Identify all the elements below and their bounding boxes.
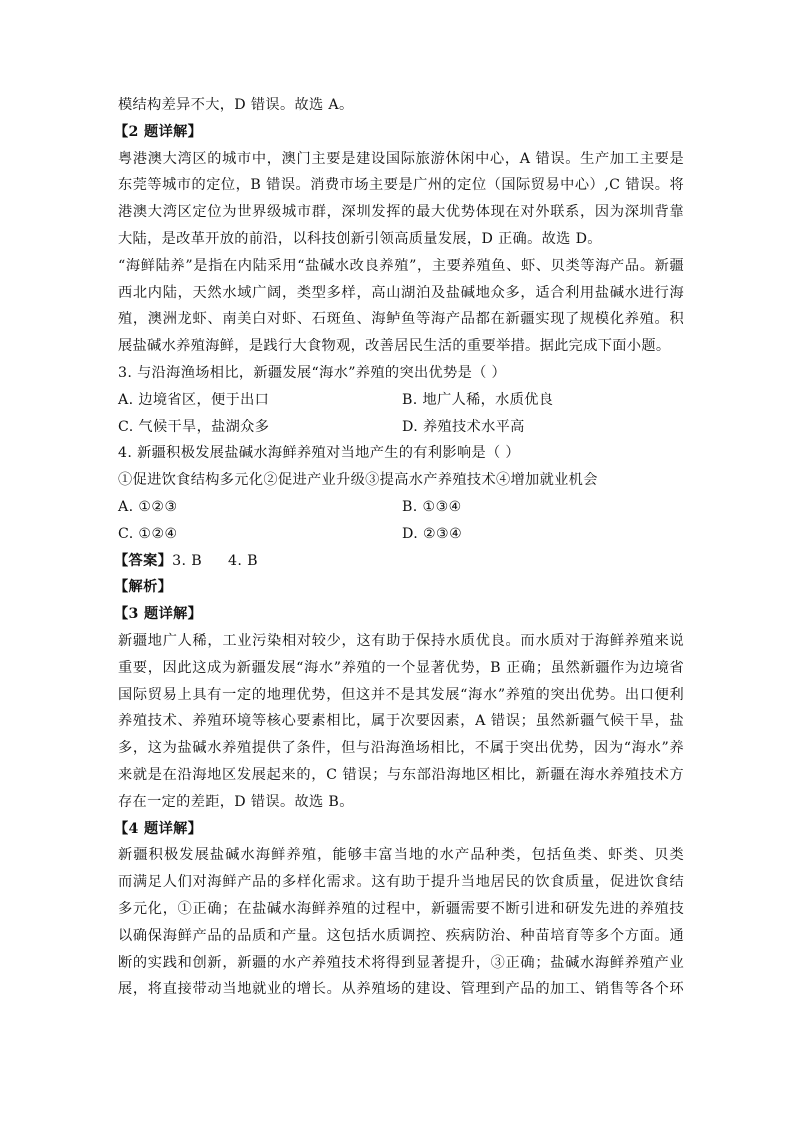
q3-detail-line: 存在一定的差距，D 错误。故选 B。: [118, 793, 354, 810]
q4-detail-line: 多元化，①正确；在盐碱水海鲜养殖的过程中，新疆需要不断引进和研发先进的养殖技: [118, 900, 684, 917]
q3-detail-line: 重要，因此这成为新疆发展“海水”养殖的一个显著优势，B 正确；虽然新疆作为边境省: [118, 659, 684, 676]
q4-detail-line: 展，将直接带动当地就业的增长。从养殖场的建设、管理到产品的加工、销售等各个环: [118, 981, 684, 998]
answer-label: 【答案】: [114, 552, 173, 569]
q2-detail-line: 粤港澳大湾区的城市中，澳门主要是建设国际旅游休闲中心，A 错误。生产加工主要是: [118, 150, 684, 167]
q4-option-b: B. ①③④: [402, 498, 462, 515]
q3-stem: 3. 与沿海渔场相比，新疆发展“海水”养殖的突出优势是（ ）: [118, 364, 507, 381]
q4-option-c: C. ①②④: [118, 525, 178, 542]
material-line: 西北内陆，天然水域广阔，类型多样，高山湖泊及盐碱地众多，适合利用盐碱水进行海: [118, 284, 684, 301]
q4-option-d: D. ②③④: [402, 525, 463, 542]
q4-detail-line: 新疆积极发展盐碱水海鲜养殖，能够丰富当地的水产品种类，包括鱼类、虾类、贝类: [118, 847, 684, 864]
q2-detail-heading: 【2 题详解】: [114, 123, 203, 140]
q4-stem: 4. 新疆积极发展盐碱水海鲜养殖对当地产生的有利影响是（ ）: [118, 445, 520, 462]
q4-detail-heading: 【4 题详解】: [114, 820, 203, 837]
q4-detail-line: 以确保海鲜产品的品质和产量。这包括水质调控、疾病防治、种苗培育等多个方面。通: [118, 927, 684, 944]
q4-options-row: [118, 494, 684, 521]
q3-option-c: C. 气候干旱，盐湖众多: [118, 418, 270, 435]
material-line: 展盐碱水养殖海鲜，是践行大食物观，改善居民生活的重要举措。据此完成下面小题。: [118, 338, 671, 355]
q3-detail-line: 来就是在沿海地区发展起来的，C 错误；与东部沿海地区相比，新疆在海水养殖技术方: [118, 766, 684, 783]
q4-detail-line: 而满足人们对海鲜产品的多样化需求。这有助于提升当地居民的饮食质量，促进饮食结: [118, 874, 684, 891]
material-line: “海鲜陆养”是指在内陆采用“盐碱水改良养殖”，主要养殖鱼、虾、贝类等海产品。新疆: [118, 257, 684, 274]
q3-detail-heading: 【3 题详解】: [114, 606, 203, 623]
q2-detail-line: 大陆，是改革开放的前沿，以科技创新引领高质量发展，D 正确。故选 D。: [118, 230, 602, 247]
answer-q3: 3. B: [172, 552, 203, 569]
q2-detail-line: 港澳大湾区定位为世界级城市群，深圳发挥的最大优势体现在对外联系，因为深圳背靠: [118, 204, 684, 221]
q3-detail-line: 新疆地广人稀，工业污染相对较少，这有助于保持水质优良。而水质对于海鲜养殖来说: [118, 632, 684, 649]
q4-options-row: [118, 521, 684, 548]
q4-statements: ①促进饮食结构多元化②促进产业升级③提高水产养殖技术④增加就业机会: [118, 472, 598, 489]
q4-detail-line: 断的实践和创新，新疆的水产养殖技术将得到显著提升，③正确；盐碱水海鲜养殖产业: [118, 954, 684, 971]
q3-detail-line: 养殖技术、养殖环境等核心要素相比，属于次要因素，A 错误；虽然新疆气候干旱，盐: [118, 713, 684, 730]
q4-option-a: A. ①②③: [118, 498, 178, 515]
answer-line: [114, 548, 684, 575]
q3-detail-line: 多，这为盐碱水养殖提供了条件，但与沿海渔场相比，不属于突出优势，因为“海水”养: [118, 740, 684, 757]
document-page: [114, 92, 684, 1003]
q3-option-a: A. 边境省区，便于出口: [118, 391, 270, 408]
q3-options-row: [118, 387, 684, 414]
intro-tail-text: 模结构差异不大，D 错误。故选 A。: [118, 97, 354, 113]
q3-options-row: [118, 414, 684, 441]
q3-option-b: B. 地广人稀，水质优良: [402, 391, 554, 408]
answer-q4: 4. B: [228, 552, 258, 569]
analysis-heading: 【解析】: [114, 579, 173, 596]
material-line: 殖，澳洲龙虾、南美白对虾、石斑鱼、海鲈鱼等海产品都在新疆实现了规模化养殖。积: [118, 311, 684, 328]
q3-option-d: D. 养殖技术水平高: [402, 418, 525, 435]
q2-detail-line: 东莞等城市的定位，B 错误。消费市场主要是广州的定位（国际贸易中心）,C 错误。将: [118, 177, 684, 194]
q3-detail-line: 国际贸易上具有一定的地理优势，但这并不是其发展“海水”养殖的突出优势。出口便利: [118, 686, 684, 703]
